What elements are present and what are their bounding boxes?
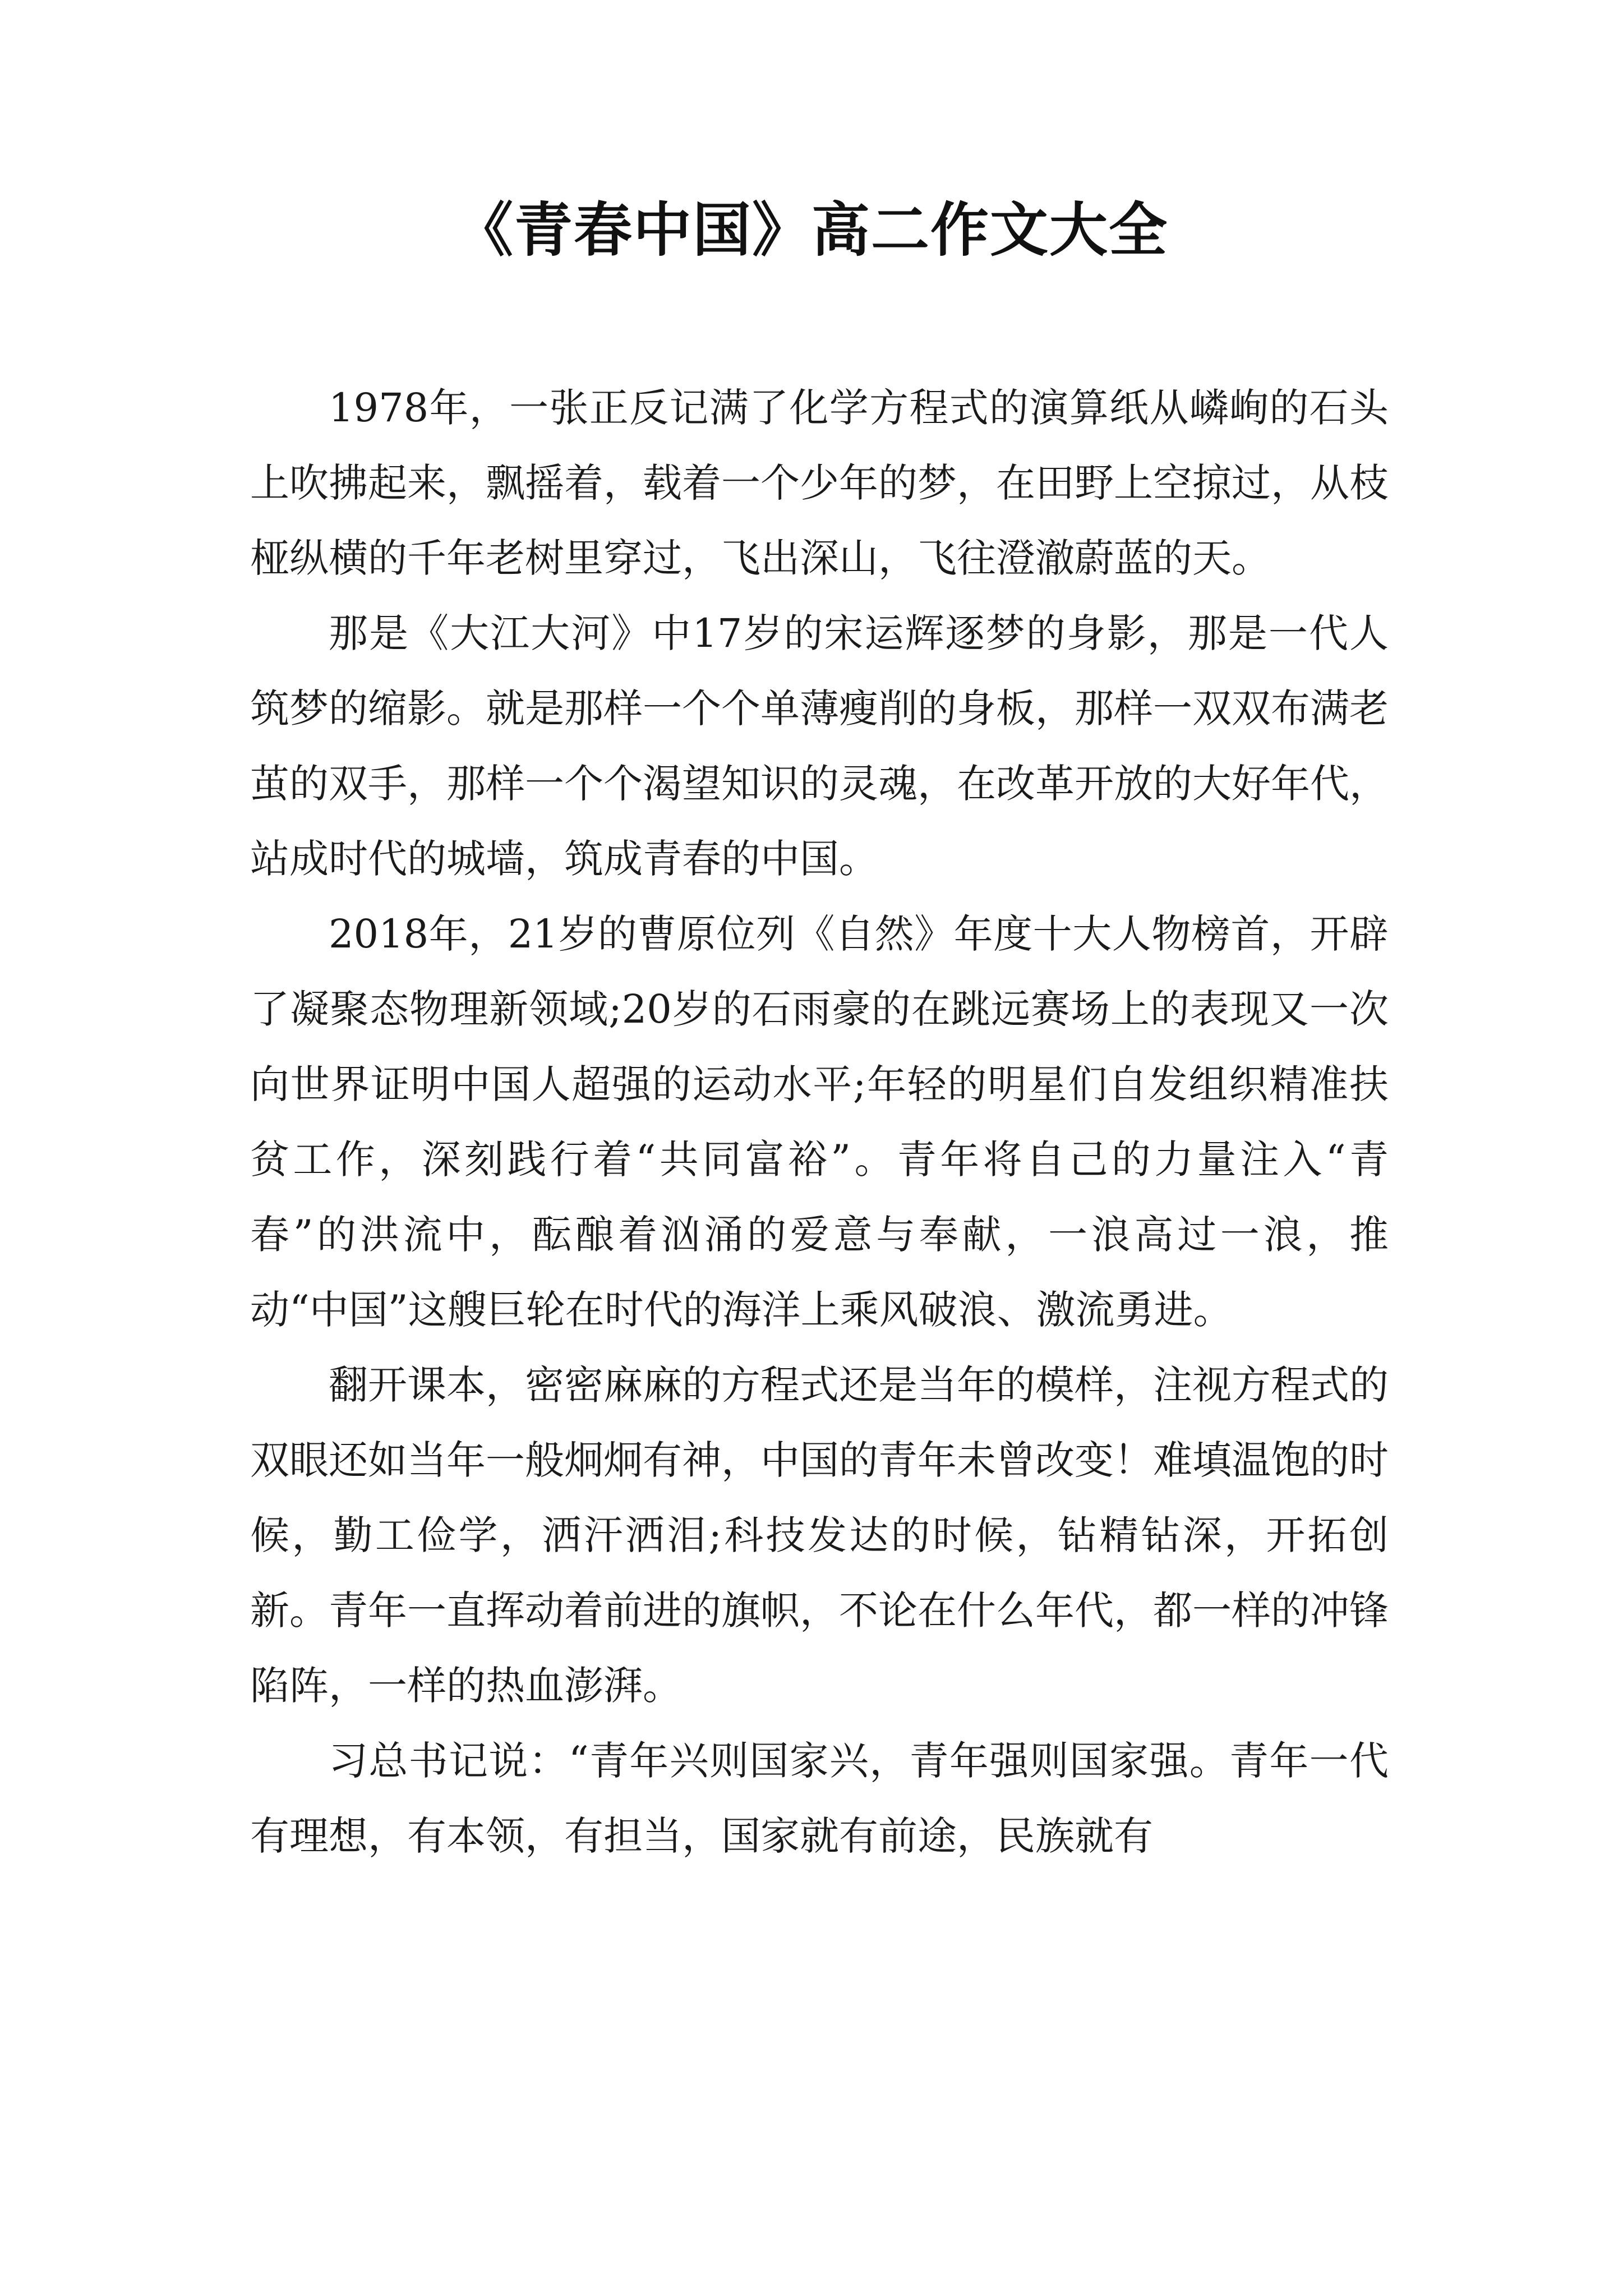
document-title: 《青春中国》高二作文大全 <box>454 196 1168 264</box>
document-body <box>250 370 1389 1874</box>
paragraph-5: 习总书记说：“青年兴则国家兴，青年强则国家强。青年一代有理想，有本领，有担当，国家就有前途，民族就有 <box>250 1738 1389 1859</box>
paragraph-1: 1978年，一张正反记满了化学方程式的演算纸从嶙峋的石头上吹拂起来，飘摇着，载着一个少年的梦，在田野上空掠过，从枝桠纵横的千年老树里穿过，飞出深山，飞往澄澈蔚蓝的天。 <box>250 385 1389 581</box>
paragraph-3: 2018年，21岁的曹原位列《自然》年度十大人物榜首，开辟了凝聚态物理新领域;20岁的石雨豪的在跳远赛场上的表现又一次向世界证明中国人超强的运动水平;年轻的明星们自发组织精准扶贫工作，深刻践行着“共同富裕”。青年将自己的力量注入“青春”的洪流中，酝酿着汹涌的爱意与奉献，一浪高过一浪，推动“中国”这艘巨轮在时代的海洋上乘风破浪、激流勇进。 <box>250 911 1389 1333</box>
paragraph-2: 那是《大江大河》中17岁的宋运辉逐梦的身影，那是一代人筑梦的缩影。就是那样一个个单薄瘦削的身板，那样一双双布满老茧的双手，那样一个个渴望知识的灵魂，在改革开放的大好年代，站成时代的城墙，筑成青春的中国。 <box>250 610 1389 882</box>
paragraph-4: 翻开课本，密密麻麻的方程式还是当年的模样，注视方程式的双眼还如当年一般炯炯有神，中国的青年未曾改变！难填温饱的时候，勤工俭学，洒汗洒泪;科技发达的时候，钻精钻深，开拓创新。青年一直挥动着前进的旗帜，不论在什么年代，都一样的冲锋陷阵，一样的热血澎湃。 <box>250 1362 1389 1709</box>
